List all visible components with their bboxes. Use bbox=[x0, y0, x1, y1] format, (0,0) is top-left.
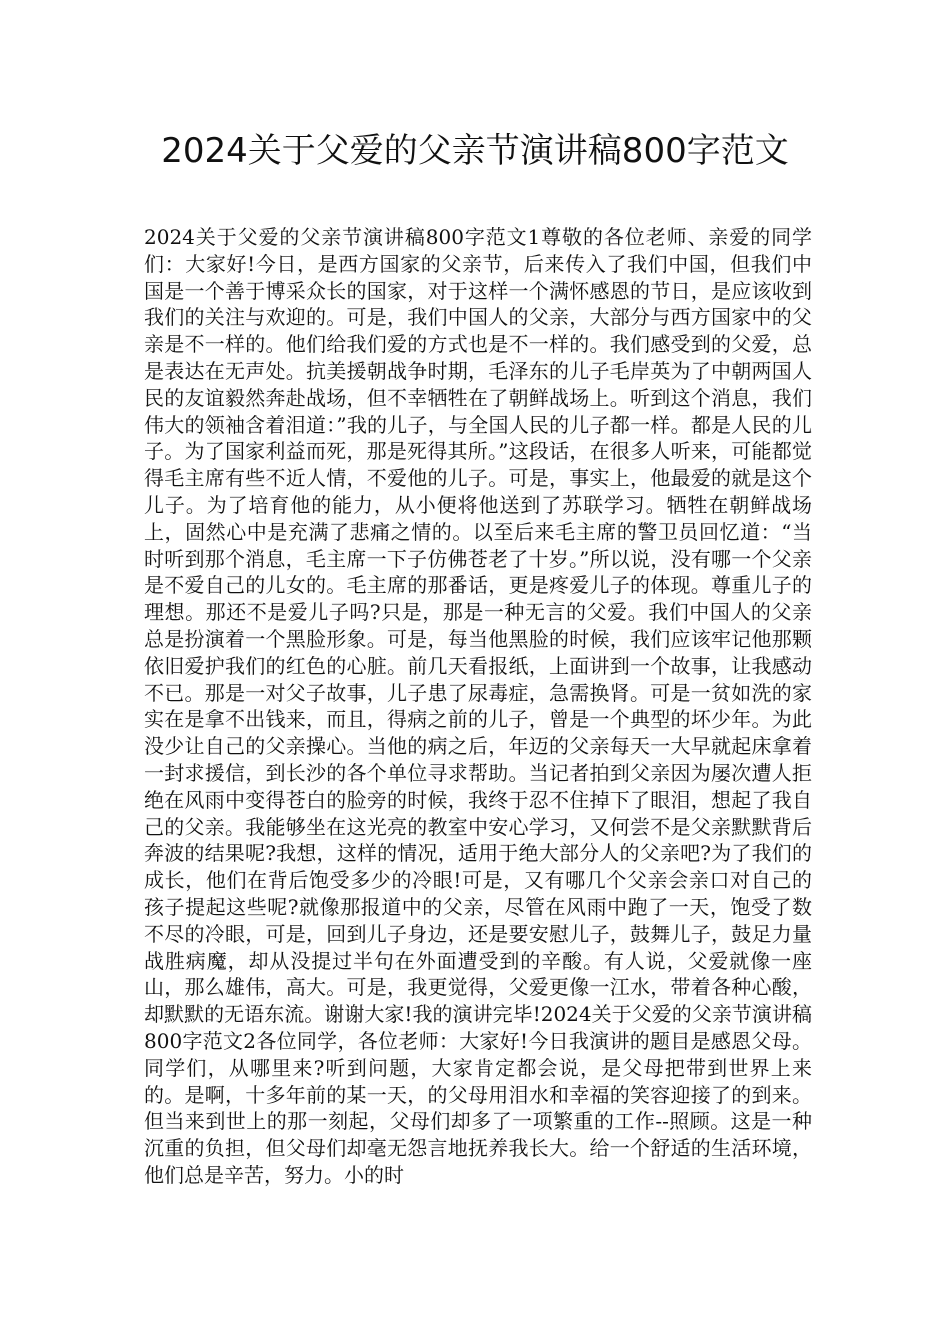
document-title: 2024关于父爱的父亲节演讲稿800字范文 bbox=[161, 131, 789, 171]
document-body-text: 2024关于父爱的父亲节演讲稿800字范文1尊敬的各位老师、亲爱的同学们：大家好!今日，是西方国家的父亲节，后来传入了我们中国，但我们中国是一个善于博采众长的国家，对于这样一个满怀感恩的节日，是应该收到我们的关注与欢迎的。可是，我们中国人的父亲，大部分与西方国家中的父亲是不一样的。他们给我们爱的方式也是不一样的。我们感受到的父爱，总是表达在无声处。抗美援朝战争时期，毛泽东的儿子毛岸英为了中朝两国人民的友谊毅然奔赴战场，但不幸牺牲在了朝鲜战场上。听到这个消息，我们伟大的领袖含着泪道：”我的儿子，与全国人民的儿子都一样。都是人民的儿子。为了国家利益而死，那是死得其所。”这段话，在很多人听来，可能都觉得毛主席有些不近人情，不爱他的儿子。可是，事实上，他最爱的就是这个儿子。为了培育他的能力，从小便将他送到了苏联学习。牺牲在朝鲜战场上，固然心中是充满了悲痛之情的。以至后来毛主席的警卫员回忆道：“当时听到那个消息，毛主席一下子仿佛苍老了十岁。”所以说，没有哪一个父亲是不爱自己的儿女的。毛主席的那番话，更是疼爱儿子的体现。尊重儿子的理想。那还不是爱儿子吗?只是，那是一种无言的父爱。我们中国人的父亲总是扮演着一个黑脸形象。可是，每当他黑脸的时候，我们应该牢记他那颗依旧爱护我们的红色的心脏。前几天看报纸，上面讲到一个故事，让我感动不已。那是一对父子故事，儿子患了尿毒症，急需换肾。可是一贫如洗的家实在是拿不出钱来，而且，得病之前的儿子，曾是一个典型的坏少年。为此没少让自己的父亲操心。当他的病之后，年迈的父亲每天一大早就起床拿着一封求援信，到长沙的各个单位寻求帮助。当记者拍到父亲因为屡次遭人拒绝在风雨中变得苍白的脸旁的时候，我终于忍不住掉下了眼泪，想起了我自己的父亲。我能够坐在这光亮的教室中安心学习，又何尝不是父亲默默背后奔波的结果呢?我想，这样的情况，适用于绝大部分人的父亲吧?为了我们的成长，他们在背后饱受多少的冷眼!可是，又有哪几个父亲会亲口对自己的孩子提起这些呢?就像那报道中的父亲，尽管在风雨中跑了一天，饱受了数不尽的冷眼，可是，回到儿子身边，还是要安慰儿子，鼓舞儿子，鼓足力量战胜病魔，却从没提过半句在外面遭受到的辛酸。有人说，父爱就像一座山，那么雄伟，高大。可是，我更觉得，父爱更像一江水，带着各种心酸，却默默的无语东流。谢谢大家!我的演讲完毕!2024关于父爱的父亲节演讲稿800字范文2各位同学，各位老师：大家好!今日我演讲的题目是感恩父母。同学们，从哪里来?听到问题，大家肯定都会说，是父母把带到世界上来的。是啊，十多年前的某一天，的父母用泪水和幸福的笑容迎接了的到来。但当来到世上的那一刻起，父母们却多了一项繁重的工作--照顾。这是一种沉重的负担，但父母们却毫无怨言地抚养我长大。给一个舒适的生活环境，他们总是辛苦，努力。小的时 bbox=[144, 225, 812, 1187]
